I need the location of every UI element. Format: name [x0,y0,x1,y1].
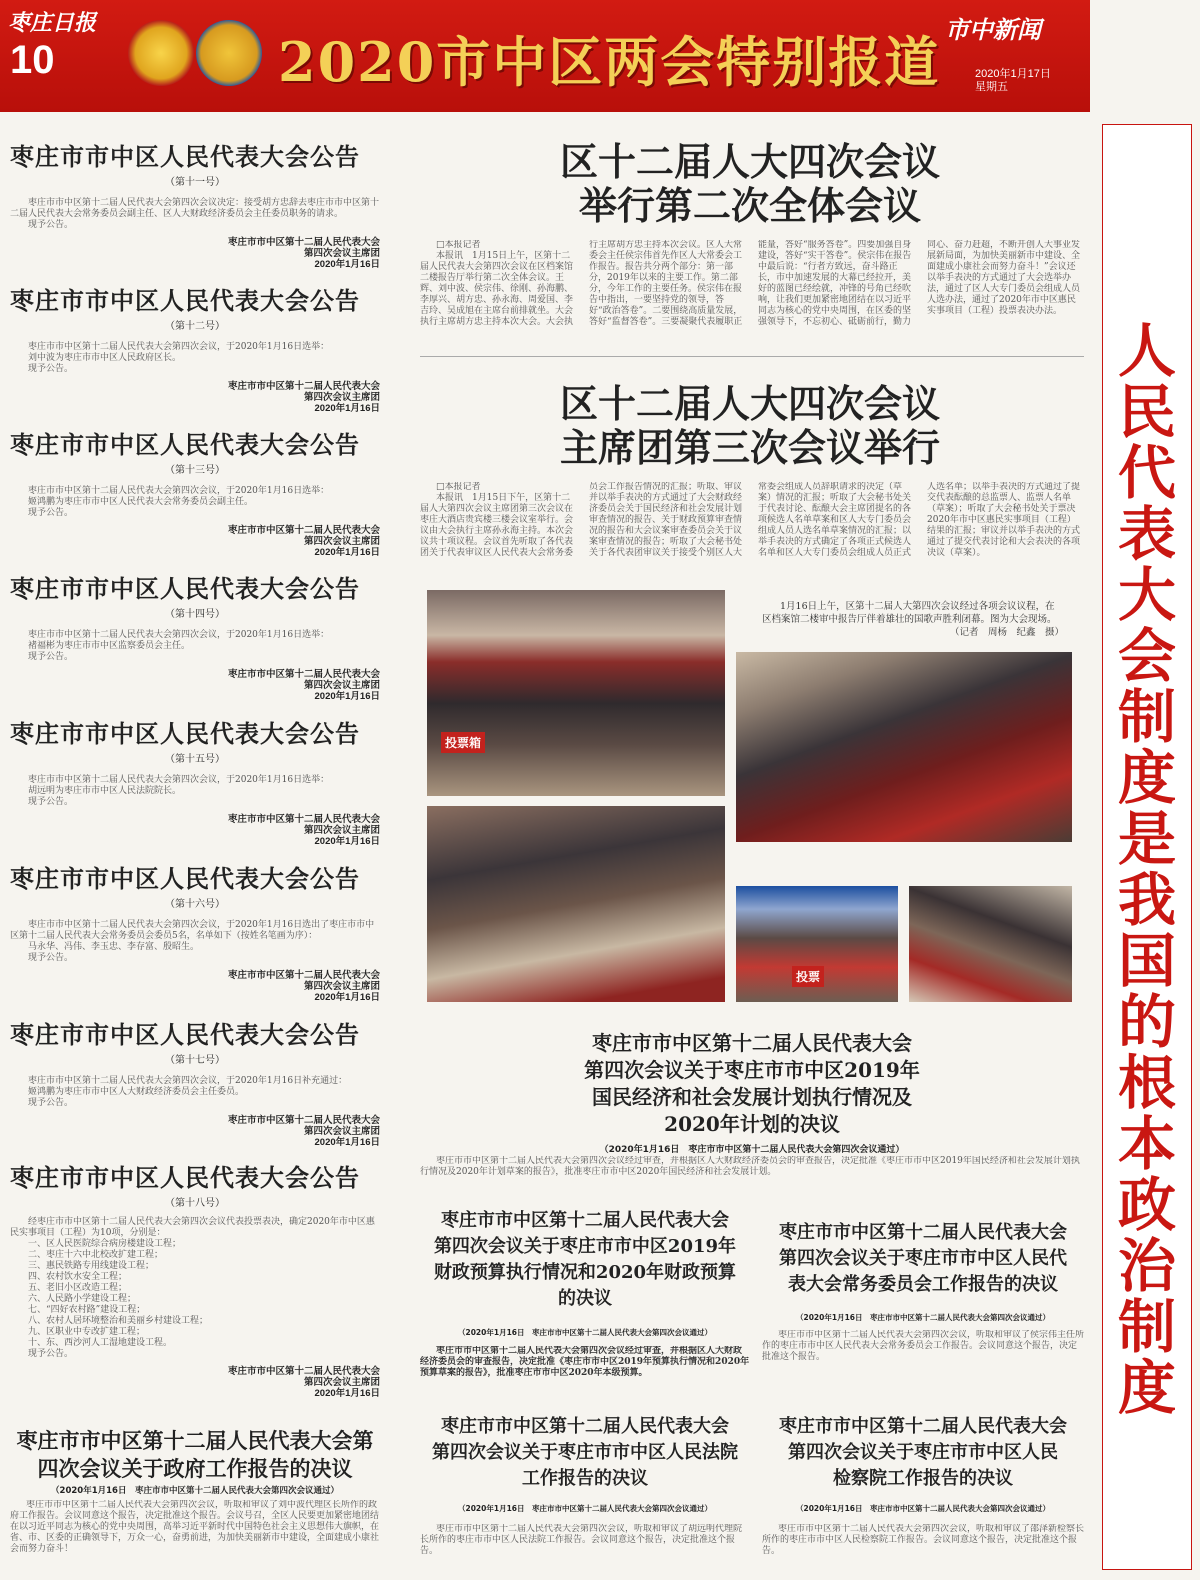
sign-line: 枣庄市市中区第十二届人民代表大会 [227,525,380,536]
article1-body [420,240,1084,348]
notice-12 [10,281,380,414]
sign-line: 枣庄市市中区第十二届人民代表大会 [227,814,380,825]
session-photo-voting [736,652,1072,842]
notice-list-item: 四、农村饮水安全工程； [28,1272,128,1282]
notice-list-item: 八、农村人居环境整治和美丽乡村建设工程； [28,1316,209,1326]
standing-committee-decision-dateline: （2020年1月16日 枣庄市市中区第十二届人民代表大会第四次会议通过） [795,1313,1051,1322]
budget-decision-body: 枣庄市市中区第十二届人民代表大会第四次会议经过审查，并根据区人大财政经济委员会的审查报告，决定批准《枣庄市市中区2019年预算执行情况和2020年预算草案的报告》，批准枣庄市市中区2020年本级预算。 [420,1346,750,1378]
notice-paragraph: 枣庄市市中区第十二届人民代表大会第四次会议决定：接受胡方忠辞去枣庄市市中区第十二届人民代表大会常务委员会副主任、区人大财政经济委员会主任委员职务的请求。 [10,198,380,219]
title-line: 表大会常务委员会工作报告的决议 [788,1274,1058,1295]
notice-paragraph: 姬鸿鹏为枣庄市市中区人大财政经济委员会主任委员。 [28,1087,245,1097]
notice-paragraph: 枣庄市市中区第十二届人民代表大会第四次会议，于2020年1月16日选举： [28,775,330,785]
court-decision-body: 枣庄市市中区第十二届人民代表大会第四次会议，听取和审议了胡远明代理院长所作的枣庄市市中区人民法院工作报告。会议同意这个报告，决定批准这个报告。 [420,1524,743,1556]
sign-line: 第四次会议主席团 [303,680,380,691]
sign-line: 2020年1月16日 [314,836,380,847]
notice-body [10,920,380,964]
article1-headline [420,140,1080,228]
notice-18 [10,1158,380,1399]
budget-decision-title [420,1208,750,1312]
sign-line: 枣庄市市中区第十二届人民代表大会 [227,1115,380,1126]
notice-paragraph: 枣庄市市中区第十二届人民代表大会第四次会议，于2020年1月16日补充通过： [28,1076,348,1086]
title-line: 枣庄市市中区第十二届人民代表大会 [592,1031,912,1055]
notice-paragraph: 刘中波为枣庄市市中区人民政府区长。 [28,353,182,363]
gov-decision-body: 枣庄市市中区第十二届人民代表大会第四次会议，听取和审议了刘中波代理区长所作的政府工作报告。会议同意这个报告，决定批准这个报告。会议号召，全区人民要更加紧密地团结在以习近平同志为核心的党中央周围，高举习近平新时代中国特色社会主义思想伟大旗帜，在省、市、区委的正确领导下，万众一心，奋勇前进，为加快美丽新市中建设，全面建成小康社会而努力奋斗！ [10,1500,380,1554]
notice-body [10,630,380,663]
ballot-box-label: 投票箱 [441,732,485,753]
weekday-text: 星期五 [975,81,1008,93]
title-line: 枣庄市市中区第十二届人民代表大会 [779,1222,1067,1243]
caption-text: 1月16日上午，区第十二届人大第四次会议经过各项会议议程，在区档案馆二楼审中报告厅伴着雄壮的国歌声胜利闭幕。图为大会现场。 [762,601,1057,625]
notice-paragraph: 现予公告。 [28,220,74,230]
notice-signature [10,669,380,702]
notice-number: （第十七号） [165,1055,225,1066]
title-line: 2020年计划的决议 [664,1112,840,1136]
national-emblem-icon [128,20,194,86]
notice-11 [10,137,380,270]
title-line: 检察院工作报告的决议 [833,1468,1013,1489]
standing-committee-decision-title [762,1220,1084,1298]
notice-title: 枣庄市市中区人民代表大会公告 [10,1020,360,1049]
notice-body [10,1217,380,1360]
sign-line: 第四次会议主席团 [303,1377,380,1388]
sign-line: 枣庄市市中区第十二届人民代表大会 [227,970,380,981]
notice-paragraph: 经枣庄市市中区第十二届人民代表大会第四次会议代表投票表决，确定2020年市中区惠民实事项目（工程）为10项，分别是： [10,1217,375,1238]
title-line: 枣庄市市中区第十二届人民代表大会 [441,1210,729,1231]
masthead [0,0,1090,112]
sign-line: 枣庄市市中区第十二届人民代表大会 [227,669,380,680]
article2-body [420,482,1084,568]
title-line: 第四次会议关于枣庄市市中区人民法院 [432,1442,738,1463]
notice-15 [10,714,380,847]
section-divider [420,356,1084,357]
notice-paragraph: 现予公告。 [28,1349,74,1359]
notice-title: 枣庄市市中区人民代表大会公告 [10,864,360,893]
title-line: 第四次会议关于枣庄市市中区2019年 [584,1058,920,1082]
sign-line: 第四次会议主席团 [303,392,380,403]
notice-title: 枣庄市市中区人民代表大会公告 [10,719,360,748]
notice-number: （第十三号） [165,465,225,476]
notice-title: 枣庄市市中区人民代表大会公告 [10,286,360,315]
ballot-box-label: 投票 [792,966,824,987]
date-text: 2020年1月17日 [975,68,1051,80]
sign-line: 2020年1月16日 [314,547,380,558]
issue-date [975,68,1051,94]
procuratorate-decision-body: 枣庄市市中区第十二届人民代表大会第四次会议，听取和审议了邵泽新检察长所作的枣庄市市中区人民检察院工作报告。会议同意这个报告，决定批准这个报告。 [762,1524,1084,1556]
notice-paragraph: 枣庄市市中区第十二届人民代表大会第四次会议，于2020年1月16日选举： [28,342,330,352]
notice-list-item: 一、区人民医院综合病房楼建设工程； [28,1239,182,1249]
session-photo-delegates [427,806,725,1002]
notice-14 [10,569,380,702]
title-line: 第四次会议关于枣庄市市中区人民 [788,1442,1058,1463]
notice-list-item: 六、人民路小学建设工程； [28,1294,137,1304]
court-decision-title [420,1414,750,1492]
notice-paragraph: 现予公告。 [28,364,74,374]
notice-paragraph: 胡远明为枣庄市市中区人民法院院长。 [28,786,182,796]
notice-paragraph: 现予公告。 [28,652,74,662]
photo-credit: （记者 周杨 纪鑫 摄） [949,627,1064,638]
page-number: 10 [10,38,55,82]
procuratorate-decision-dateline: （2020年1月16日 枣庄市市中区第十二届人民代表大会第四次会议通过） [795,1504,1051,1513]
title-line: 第四次会议关于枣庄市市中区2019年 [433,1236,737,1257]
sign-line: 第四次会议主席团 [303,981,380,992]
notice-signature [10,525,380,558]
title-line: 枣庄市市中区第十二届人民代表大会 [441,1416,729,1437]
photo-caption [762,600,1064,639]
session-photo-ballot [736,886,898,1002]
sign-line: 2020年1月16日 [314,1137,380,1148]
article2-headline [420,382,1080,470]
notice-number: （第十一号） [165,177,225,188]
plan-decision-title [420,1030,1084,1138]
title-line: 的决议 [558,1288,612,1309]
title-line: 第四次会议关于枣庄市市中区人民代 [779,1248,1067,1269]
notice-paragraph: 枣庄市市中区第十二届人民代表大会第四次会议，于2020年1月16日选出了枣庄市市中区第十二届人民代表大会常务委员会委员5名，名单如下（按姓名笔画为序）： [10,920,375,941]
budget-decision-dateline: （2020年1月16日 枣庄市市中区第十二届人民代表大会第四次会议通过） [457,1328,713,1337]
session-photo-hall [427,590,725,796]
notice-16 [10,859,380,1003]
banner-slogan: 人民代表大会制度是我国的根本政治制度 [1117,317,1176,1422]
sign-line: 枣庄市市中区第十二届人民代表大会 [227,237,380,248]
brand-logo: 市中新闻 [945,15,1041,44]
sign-line: 第四次会议主席团 [303,248,380,259]
plan-decision-dateline: （2020年1月16日 枣庄市市中区第十二届人民代表大会第四次会议通过） [599,1145,905,1155]
sign-line: 枣庄市市中区第十二届人民代表大会 [227,381,380,392]
notice-title: 枣庄市市中区人民代表大会公告 [10,142,360,171]
headline-line: 主席团第三次会议举行 [559,426,940,470]
court-decision-dateline: （2020年1月16日 枣庄市市中区第十二届人民代表大会第四次会议通过） [457,1504,713,1513]
notice-number: （第十六号） [165,899,225,910]
headline-line: 区十二届人大四次会议 [559,140,940,184]
sign-line: 第四次会议主席团 [303,1126,380,1137]
notice-paragraph: 枣庄市市中区第十二届人民代表大会第四次会议，于2020年1月16日选举： [28,630,330,640]
headline-line: 区十二届人大四次会议 [559,382,940,426]
title-line: 工作报告的决议 [522,1468,648,1489]
notice-list-item: 二、枣庄十六中北校改扩建工程； [28,1250,164,1260]
gov-decision-dateline: （2020年1月16日 枣庄市市中区第十二届人民代表大会第四次会议通过） [51,1486,339,1496]
sign-line: 第四次会议主席团 [303,536,380,547]
notice-paragraph: 褚福彬为枣庄市市中区监察委员会主任。 [28,641,191,651]
notice-17 [10,1015,380,1148]
notice-signature [10,381,380,414]
notice-body [10,342,380,375]
notice-signature [10,814,380,847]
notice-title: 枣庄市市中区人民代表大会公告 [10,430,360,459]
newspaper-logo: 枣庄日报 [8,10,97,36]
vertical-banner [1102,124,1192,1570]
cppcc-emblem-icon [196,20,262,86]
notice-signature [10,1366,380,1399]
article-byline: □本报记者 [436,482,481,492]
notice-paragraph: 现予公告。 [28,508,74,518]
article-byline: □本报记者 [436,240,481,250]
notice-paragraph: 马永华、冯伟、李玉忠、李存富、殷昭生。 [28,942,200,952]
title-line: 国民经济和社会发展计划执行情况及 [592,1085,912,1109]
article-text: 本报讯 1月15日下午，区第十二届人大第四次会议主席团第三次会议在枣庄大酒店贵宾楼三楼会议室举行。会议由大会执行主席孙永海主持。本次会议共十项议程。会议首先听取了各代表团关于代表审议区人民代表大会常务委员会工作报告情况的汇报；听取、审议并以举手表决的方式通过了大会财政经济委员会关于国民经济和社会发展计划审查情况的报告、关于财政预算审查情况的报告和大会议案审查委员会关于议案审查情况的报告；听取了大会秘书处关于各代表团审议关于接受个别区人大常委会组成人员辞职请求的决定（草案）情况的汇报；听取了大会秘书处关于代表讨论、酝酿大会主席团提名的各项候选人名单草案和区人大专门委员会组成人员人选名单草案情况的汇报；以举手表决的方式确定了各项正式候选人名单和区人大专门委员会组成人员正式人选名单；以举手表决的方式通过了提交代表酝酿的总监票人、监票人名单（草案）；听取了大会秘书处关于票决2020年市中区惠民实事项目（工程）结果的汇报；审议并以举手表决的方式通过了提交代表讨论和大会表决的各项决议（草案）。 [420,482,1081,558]
sign-line: 2020年1月16日 [314,691,380,702]
notice-title: 枣庄市市中区人民代表大会公告 [10,1163,360,1192]
procuratorate-decision-title [762,1414,1084,1492]
notice-body [10,486,380,519]
notice-paragraph: 现予公告。 [28,797,74,807]
sign-line: 第四次会议主席团 [303,825,380,836]
article-text: 本报讯 1月15日上午，区第十二届人民代表大会第四次会议在区档案馆二楼报告厅举行第二次全体会议。王辉、刘中波、侯宗伟、徐刚、孙海鹏、李厚兴、胡方忠、孙永海、周爱国、李吉玲、吴成旭在主席台前排就坐。大会执行主席胡方忠主持本次大会。大会执行主席胡方忠主持本次会议。区人大常委会主任侯宗伟首先作区人大常委会工作报告。报告共分两个部分：第一部分，2019年以来的主要工作。第二部分，今年工作的主要任务。侯宗伟在报告中指出，一要坚持党的领导，答好“政治答卷”。二要围绕高质量发展，答好“监督答卷”。三要凝聚代表履职正能量，答好“服务答卷”。四要加强自身建设，答好“实干答卷”。侯宗伟在报告中最后说：“行者方致远，奋斗路正长，市中加速发展的大幕已经拉开，美好的蓝图已经绘就，冲锋的号角已经吹响，让我们更加紧密地团结在以习近平同志为核心的党中央周围，在区委的坚强领导下，不忘初心、砥砺前行，勤力同心、奋力赶超，不断开创人大事业发展新局面，为加快美丽新市中建设、全面建成小康社会而努力奋斗！”会议还以举手表决的方式通过了大会选举办法，通过了区人大专门委员会组成人员人选办法，通过了2020年市中区惠民实事项目（工程）投票表决办法。 [420,240,1081,327]
notice-list-item: 十、东、西沙河人工湿地建设工程。 [28,1338,173,1348]
notice-number: （第十二号） [165,321,225,332]
notice-body [10,775,380,808]
sign-line: 2020年1月16日 [314,992,380,1003]
notice-paragraph: 现予公告。 [28,953,74,963]
notice-number: （第十八号） [165,1198,225,1209]
notice-signature [10,237,380,270]
notice-paragraph: 现予公告。 [28,1098,74,1108]
notice-paragraph: 姬鸿鹏为枣庄市市中区人民代表大会常务委员会副主任。 [28,497,254,507]
notice-paragraph: 枣庄市市中区第十二届人民代表大会第四次会议，于2020年1月16日选举： [28,486,330,496]
notice-body [10,198,380,231]
standing-committee-decision-body: 枣庄市市中区第十二届人民代表大会第四次会议，听取和审议了侯宗伟主任所作的枣庄市市中区人民代表大会常务委员会工作报告。会议同意这个报告，决定批准这个报告。 [762,1330,1084,1362]
notice-13 [10,425,380,558]
notice-list-item: 七、“四好农村路”建设工程； [28,1305,146,1315]
notice-title: 枣庄市市中区人民代表大会公告 [10,574,360,603]
section-title: 2020市中区两会特别报道 [278,30,941,94]
sign-line: 2020年1月16日 [314,403,380,414]
notice-signature [10,1115,380,1148]
sign-line: 2020年1月16日 [314,1388,380,1399]
gov-decision-title: 枣庄市市中区第十二届人民代表大会第四次会议关于政府工作报告的决议 [16,1428,374,1481]
title-line: 财政预算执行情况和2020年财政预算 [433,1262,737,1283]
notice-list-item: 九、区职业中专改扩建工程； [28,1327,146,1337]
sign-line: 2020年1月16日 [314,259,380,270]
notice-list-item: 三、惠民铁路专用线建设工程； [28,1261,155,1271]
title-line: 枣庄市市中区第十二届人民代表大会 [779,1416,1067,1437]
sign-line: 枣庄市市中区第十二届人民代表大会 [227,1366,380,1377]
session-photo-reading [909,886,1072,1002]
plan-decision-body: 枣庄市市中区第十二届人民代表大会第四次会议经过审查，并根据区人大财政经济委员会的审查报告，决定批准《枣庄市市中区2019年国民经济和社会发展计划执行情况及2020年计划草案的报告》，批准枣庄市市中区2020年国民经济和社会发展计划。 [420,1156,1080,1177]
notice-list-item: 五、老旧小区改造工程； [28,1283,128,1293]
notice-number: （第十五号） [165,754,225,765]
notice-body [10,1076,380,1109]
headline-line: 举行第二次全体会议 [578,184,921,228]
notice-signature [10,970,380,1003]
notice-number: （第十四号） [165,609,225,620]
